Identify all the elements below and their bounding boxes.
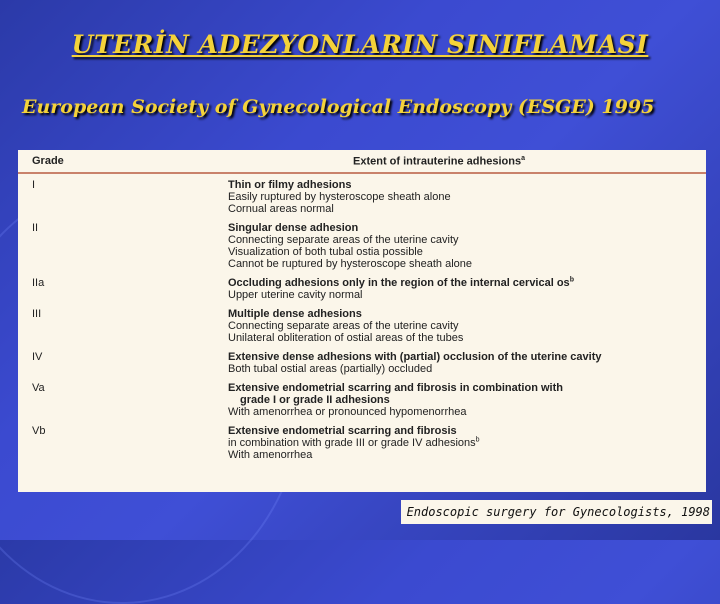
grade-cell: Vb bbox=[32, 425, 46, 437]
extent-heading: Multiple dense adhesions bbox=[228, 308, 362, 320]
table-row bbox=[18, 377, 706, 420]
table-header bbox=[18, 150, 706, 174]
slide-subtitle: European Society of Gynecological Endoscopy (ESGE) 1995 bbox=[22, 96, 655, 118]
extent-heading: Extensive endometrial scarring and fibrosis in combination with bbox=[228, 382, 563, 394]
extent-line: Connecting separate areas of the uterine cavity bbox=[228, 320, 459, 332]
table-row bbox=[18, 217, 706, 272]
header-extent-sup: a bbox=[521, 154, 525, 162]
header-extent-text: Extent of intrauterine adhesions bbox=[353, 155, 522, 168]
slide-title: UTERİN ADEZYONLARIN SINIFLAMASI bbox=[71, 30, 649, 59]
grade-cell: Va bbox=[32, 382, 45, 394]
extent-cell bbox=[228, 382, 706, 418]
extent-cell bbox=[228, 277, 706, 301]
table-row bbox=[18, 420, 706, 463]
header-extent bbox=[223, 155, 706, 168]
extent-line: Cannot be ruptured by hysteroscope sheath alone bbox=[228, 258, 472, 270]
classification-table bbox=[18, 150, 706, 492]
grade-cell: IV bbox=[32, 351, 43, 363]
extent-cell bbox=[228, 222, 706, 270]
grade-cell: IIa bbox=[32, 277, 45, 289]
extent-heading: Singular dense adhesion bbox=[228, 222, 359, 234]
source-citation: Endoscopic surgery for Gynecologists, 1998 bbox=[401, 500, 712, 524]
footnote-mark: b bbox=[475, 436, 480, 444]
extent-line: Visualization of both tubal ostia possible bbox=[228, 246, 423, 258]
header-grade: Grade bbox=[32, 155, 64, 167]
extent-cell bbox=[228, 351, 706, 375]
extent-heading-text: Occluding adhesions only in the region of the internal cervical os bbox=[228, 277, 570, 289]
grade-cell: III bbox=[32, 308, 42, 320]
grade-cell: II bbox=[32, 222, 39, 234]
extent-heading bbox=[228, 277, 706, 289]
table-row bbox=[18, 272, 706, 303]
extent-line: Connecting separate areas of the uterine cavity bbox=[228, 234, 459, 246]
extent-line: Cornual areas normal bbox=[228, 203, 334, 215]
extent-heading-cont: grade I or grade II adhesions bbox=[240, 394, 390, 406]
extent-cell bbox=[228, 179, 706, 215]
extent-line: Unilateral obliteration of ostial areas of the tubes bbox=[228, 332, 464, 344]
extent-heading: Extensive endometrial scarring and fibrosis bbox=[228, 425, 457, 437]
extent-heading: Thin or filmy adhesions bbox=[228, 179, 352, 191]
extent-heading: Extensive dense adhesions with (partial) occlusion of the uterine cavity bbox=[228, 351, 602, 363]
extent-line: With amenorrhea or pronounced hypomenorrhea bbox=[228, 406, 467, 418]
extent-line: Upper uterine cavity normal bbox=[228, 289, 363, 301]
extent-line: Easily ruptured by hysteroscope sheath alone bbox=[228, 191, 451, 203]
table-row bbox=[18, 346, 706, 377]
extent-line-text: in combination with grade III or grade IV adhesions bbox=[228, 437, 476, 449]
extent-cell bbox=[228, 308, 706, 344]
table-row bbox=[18, 174, 706, 217]
extent-cell bbox=[228, 425, 706, 461]
extent-line bbox=[228, 437, 706, 449]
extent-line: Both tubal ostial areas (partially) occluded bbox=[228, 363, 433, 375]
footnote-mark: b bbox=[569, 276, 574, 284]
grade-cell: I bbox=[32, 179, 36, 191]
extent-line: With amenorrhea bbox=[228, 449, 313, 461]
table-row bbox=[18, 303, 706, 346]
